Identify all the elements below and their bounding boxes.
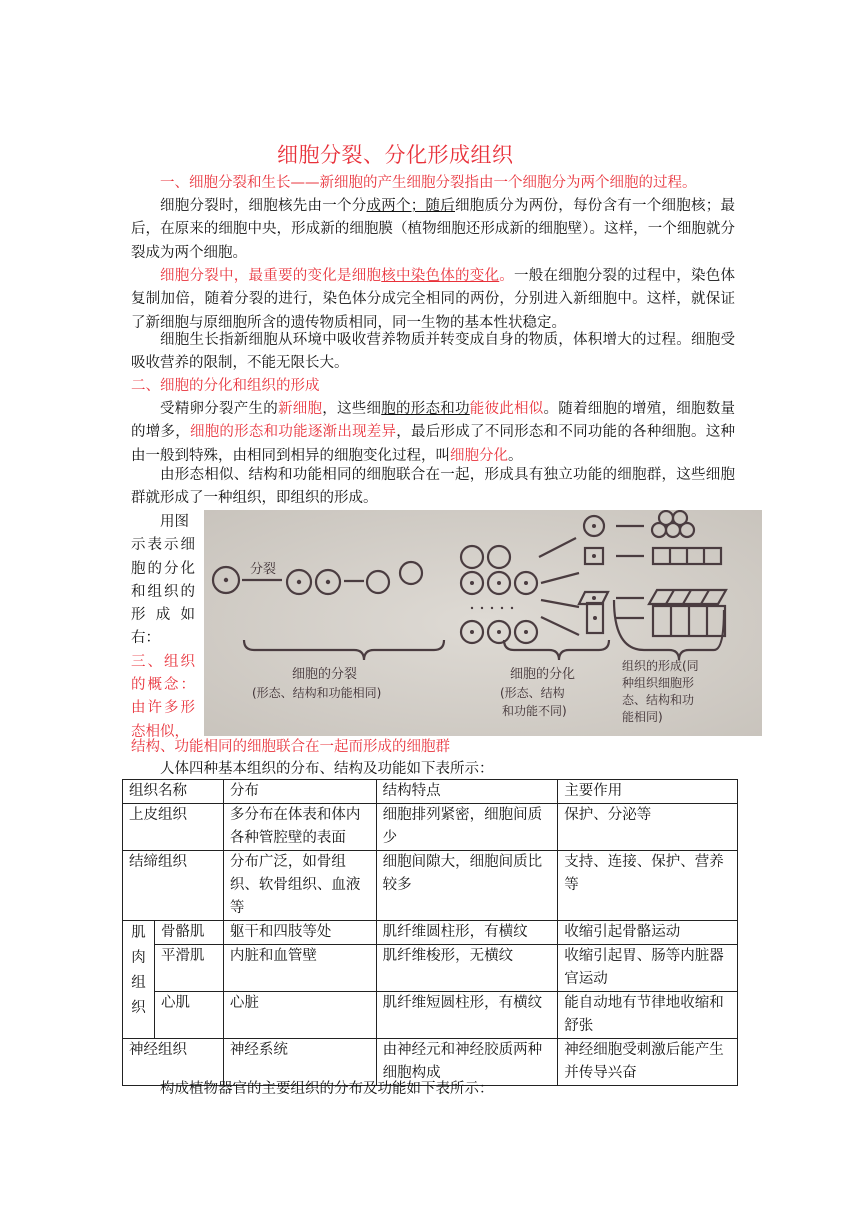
vertical-char: 肌	[131, 925, 146, 941]
caption-tissue-sub: 态、结构和功	[622, 693, 695, 707]
section3-heading-line: 态相似，	[131, 723, 189, 740]
caption-division: 细胞的分裂	[292, 667, 358, 682]
caption-division-sub: (形态、结构和功能相同)	[252, 686, 382, 700]
highlight-text: 细胞分化	[450, 447, 508, 464]
table-cell: 心脏	[223, 992, 376, 1039]
section1-paragraph1	[131, 195, 735, 265]
caption-differentiation: 细胞的分化	[510, 667, 576, 682]
table-cell: 收缩引起胃、肠等内脏器官运动	[558, 945, 738, 992]
highlight-text: 能彼此相似	[469, 401, 544, 417]
side-line: 形 成 如	[131, 607, 195, 624]
text-run: 一般在细胞分裂的过程中，染色体复制加倍，随着分裂的进行，染色体分成完全相同的两份，分别进入新细胞中。这样，就保证了新细胞与原细胞所含的遗传物质相同，同一生物的基本性状稳定。	[131, 268, 735, 331]
section1-heading: 一、细胞分裂和生长——新细胞的产生细胞分裂指由一个细胞分为两个细胞的过程。	[160, 175, 697, 191]
side-line: 用图	[160, 514, 189, 530]
cell-differentiation-figure	[204, 510, 762, 736]
muscle-group-cell	[123, 921, 155, 1039]
table-cell: 神经系统	[223, 1039, 376, 1086]
header-cell: 结构特点	[376, 780, 558, 804]
header-cell: 主要作用	[558, 780, 738, 804]
table-cell: 骨骼肌	[154, 921, 223, 945]
highlight-text: 新细胞	[278, 401, 323, 417]
underlined-text: 胞的形态和功	[381, 401, 470, 417]
table-cell: 多分布在体表和体内各种管腔壁的表面	[223, 804, 376, 851]
underlined-highlight-text: 核中染色体的变化	[381, 268, 500, 284]
side-line: 右：	[131, 630, 160, 647]
text-run: 。	[508, 447, 523, 464]
table-cell: 神经细胞受刺激后能产生并传导兴奋	[558, 1039, 738, 1086]
table-header-row	[123, 780, 738, 804]
table-row	[123, 945, 738, 992]
table-row	[123, 921, 738, 945]
vertical-char: 肉	[131, 950, 146, 966]
side-line: 和组织的	[131, 583, 195, 600]
table-cell: 能自动地有节律地收缩和舒张	[558, 992, 738, 1039]
table-cell: 神经组织	[123, 1039, 224, 1086]
section1-paragraph3: 细胞生长指新细胞从环境中吸收营养物质并转变成自身的物质，体积增大的过程。细胞受吸收营养的限制，不能无限长大。	[131, 332, 735, 372]
side-line: 示表示细	[131, 537, 195, 554]
table-cell: 肌纤维短圆柱形，有横纹	[376, 992, 558, 1039]
table-cell: 保护、分泌等	[558, 804, 738, 851]
section1-paragraph2	[131, 265, 735, 335]
table-cell: 分布广泛，如骨组织、软骨组织、血液等	[223, 851, 376, 921]
table-row	[123, 804, 738, 851]
highlight-text: 细胞分裂中，最重要的变化是细胞	[160, 268, 382, 284]
text-run: 细胞质分为两份，每份含有一个细胞核；最后，在原来的细胞中央，形成新的细胞膜（植物细胞还形成新的细胞壁）。这样，一个细胞就分裂成为两个细胞。	[131, 198, 735, 261]
figure-side-text	[131, 511, 195, 744]
table-cell: 肌纤维梭形，无横纹	[376, 945, 558, 992]
section3-continuation: 结构、功能相同的细胞联合在一起而形成的细胞群	[131, 739, 450, 755]
table-cell: 肌纤维圆柱形，有横纹	[376, 921, 558, 945]
caption-tissue-sub: 能相同)	[622, 710, 663, 724]
caption-tissue: 组织的形成(同	[622, 659, 699, 673]
section2-paragraph2: 由形态相似、结构和功能相同的细胞联合在一起，形成具有独立功能的细胞群，这些细胞群就形成了一种组织，即组织的形成。	[131, 467, 735, 507]
caption-differentiation-sub: (形态、结构	[500, 686, 565, 700]
section2-heading: 二、细胞的分化和组织的形成	[131, 378, 320, 394]
table-cell: 结缔组织	[123, 851, 224, 921]
table-cell: 内脏和血管壁	[223, 945, 376, 992]
header-cell: 分布	[223, 780, 376, 804]
table-cell: 心肌	[154, 992, 223, 1039]
section3-heading-line: 三、组织	[131, 653, 195, 670]
table-cell: 上皮组织	[123, 804, 224, 851]
table-cell: 由神经元和神经胶质两种细胞构成	[376, 1039, 558, 1086]
caption-differentiation-sub: 和功能不同)	[502, 704, 567, 718]
table-row	[123, 851, 738, 921]
header-cell: 组织名称	[123, 780, 224, 804]
underlined-text: 成两个；随后	[366, 198, 455, 214]
table-cell: 支持、连接、保护、营养等	[558, 851, 738, 921]
table-row	[123, 992, 738, 1039]
vertical-char: 织	[131, 1000, 146, 1016]
text-run: ，这些细	[322, 401, 382, 417]
section3-heading-line: 由许多形	[131, 700, 195, 717]
section2-paragraph1	[131, 398, 735, 468]
vertical-char: 组	[131, 975, 146, 991]
human-tissue-table	[122, 779, 738, 1086]
split-label: 分裂	[250, 562, 277, 577]
text-run: 。随着细胞的增殖，细胞数量的增多，	[131, 401, 735, 441]
table-cell: 细胞间隙大，细胞间质比较多	[376, 851, 558, 921]
table-intro: 人体四种基本组织的分布、结构及功能如下表所示：	[160, 761, 494, 777]
plant-table-intro: 构成植物器官的主要组织的分布及功能如下表所示：	[160, 1081, 494, 1097]
highlight-text: 细胞的形态和功能逐渐出现差异	[189, 424, 397, 441]
table-cell: 细胞排列紧密，细胞间质少	[376, 804, 558, 851]
text-run: 受精卵分裂产生的	[160, 401, 278, 417]
table-cell: 平滑肌	[154, 945, 223, 992]
differentiation-diagram	[204, 510, 762, 736]
highlight-text: 。	[499, 268, 514, 284]
text-run: 细胞分裂时，细胞核先由一个分	[160, 198, 367, 214]
text-run: ，最后形成了不同形态和不同功能的各种细胞。这种由一般到特殊，由相同到相异的细胞变化过程，叫	[131, 424, 736, 464]
page-title: 细胞分裂、分化形成组织	[277, 143, 514, 167]
caption-tissue-sub: 种组织细胞形	[622, 676, 695, 690]
table-cell: 收缩引起骨骼运动	[558, 921, 738, 945]
section3-heading-line: 的概念：	[131, 677, 195, 694]
side-line: 胞的分化	[131, 560, 195, 577]
table-cell: 躯干和四肢等处	[223, 921, 376, 945]
